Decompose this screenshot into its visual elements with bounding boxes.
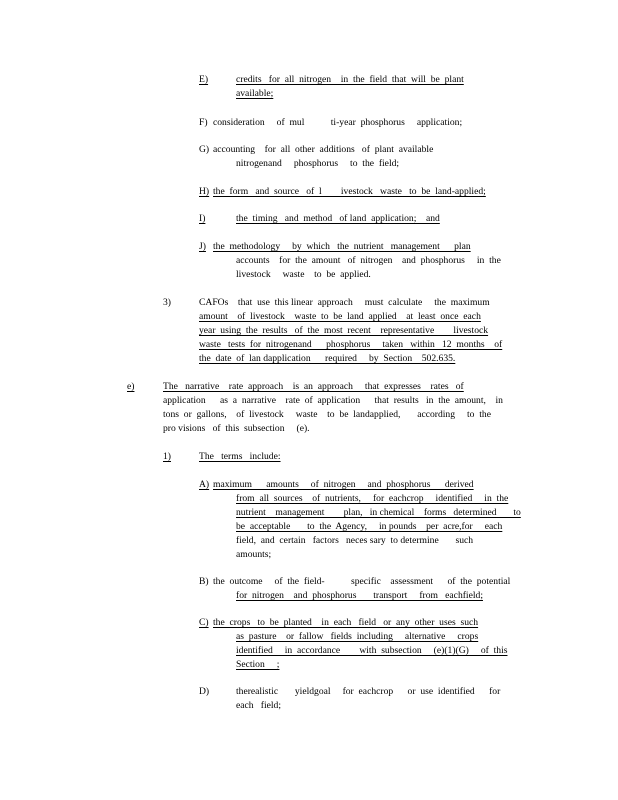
- list-item-e-paragraph-line1: The narrative rate approach is an approach that expresses rates of: [163, 381, 464, 392]
- sub-item-c: [199, 616, 529, 674]
- list-label-e: E): [199, 74, 209, 85]
- sub-item-a-line5: field, and certain factors neces sary to determine such: [236, 535, 474, 546]
- list-item-i: [199, 212, 529, 228]
- list-item-g-line2: nitrogenand phosphorus to the field;: [236, 158, 400, 169]
- list-label-f: F): [199, 117, 208, 128]
- sub-label-d: D): [199, 686, 210, 697]
- list-item-e-paragraph-line3: tons or gallons, of livestock waste to be landapplied, according to the: [163, 409, 491, 420]
- list-label-h: H): [199, 186, 210, 197]
- sub-item-d: [199, 685, 529, 715]
- list-item-3: [163, 296, 533, 368]
- sub-label-a: A): [199, 479, 210, 490]
- list-item-e: [199, 73, 529, 103]
- sub-item-c-line4: Section ;: [236, 659, 280, 670]
- list-item-j-line2: accounts for the amount of nitrogen and phosphorus in the: [236, 255, 501, 266]
- sub-item-c-line3: identified in accordance with subsection (e)(1)(G) of this: [236, 645, 508, 656]
- list-item-f-line1: consideration of mul ti-year phosphorus application;: [213, 117, 463, 128]
- sub-item-a-line1: maximum amounts of nitrogen and phosphorus derived: [213, 479, 474, 490]
- list-item-e-line2: available;: [236, 88, 274, 99]
- sub-label-b: B): [199, 576, 209, 587]
- sub-label-c: C): [199, 617, 209, 628]
- list-item-i-line1: the timing and method of land application; and: [236, 213, 440, 224]
- list-item-3-line3: year using the results of the most recent representative livestock: [199, 325, 489, 336]
- sub-item-a-line2: from all sources of nutrients, for eachcrop identified in the: [236, 493, 509, 504]
- sub-item-b: [199, 575, 529, 605]
- sub-item-a-line6: amounts;: [236, 549, 272, 560]
- sub-item-b-line1: the outcome of the field- specific assessment of the potential: [213, 576, 511, 587]
- list-label-3: 3): [163, 297, 171, 308]
- sub-item-d-line1: therealistic yieldgoal for eachcrop or use identified for: [236, 686, 501, 697]
- sub-item-a: [199, 478, 529, 564]
- list-item-3-line2: amount of livestock waste to be land applied at least once each: [199, 311, 481, 322]
- list-item-3-line1: CAFOs that use this linear approach must calculate the maximum: [199, 297, 490, 308]
- list-label-i: I): [199, 213, 206, 224]
- list-label-1: 1): [163, 451, 171, 462]
- sub-item-a-line4: be acceptable to the Agency, in pounds per acre,for each: [236, 521, 503, 532]
- list-item-j-line3: livestock waste to be applied.: [236, 269, 371, 280]
- list-item-e-paragraph-line2: application as a narrative rate of application that results in the amount, in: [163, 395, 503, 406]
- list-label-e-paragraph: e): [127, 381, 135, 392]
- sub-item-d-line2: each field;: [236, 700, 282, 711]
- list-item-j: [199, 240, 529, 284]
- list-item-f: [199, 116, 529, 132]
- list-item-h-line1: the form and source of l ivestock waste to be land-applied;: [213, 186, 486, 197]
- list-item-3-line5: the date of lan dapplication required by Section 502.635.: [199, 353, 456, 364]
- sub-item-a-line3: nutrient management plan, in chemical forms determined to: [236, 507, 521, 518]
- list-item-e-line1: credits for all nitrogen in the field that will be plant: [236, 74, 464, 85]
- list-item-h: [199, 185, 529, 201]
- sub-item-c-line1: the crops to be planted in each field or any other uses such: [213, 617, 479, 628]
- list-item-j-line1: the methodology by which the nutrient management plan: [213, 241, 471, 252]
- list-item-1-line1: The terms include:: [199, 451, 281, 462]
- list-item-3-line4: waste tests for nitrogenand phosphorus taken within 12 months of: [199, 339, 503, 350]
- list-item-g: [199, 143, 529, 173]
- list-item-e-paragraph: [127, 380, 527, 438]
- list-label-g: G): [199, 144, 210, 155]
- list-item-e-paragraph-line4: pro visions of this subsection (e).: [163, 423, 310, 434]
- sub-item-b-line2: for nitrogen and phosphorus transport from eachfield;: [236, 590, 483, 601]
- list-item-1: [163, 450, 363, 466]
- list-item-g-line1: accounting for all other additions of plant available: [213, 144, 434, 155]
- list-label-j: J): [199, 241, 206, 252]
- sub-item-c-line2: as pasture or fallow fields including alternative crops: [236, 631, 479, 642]
